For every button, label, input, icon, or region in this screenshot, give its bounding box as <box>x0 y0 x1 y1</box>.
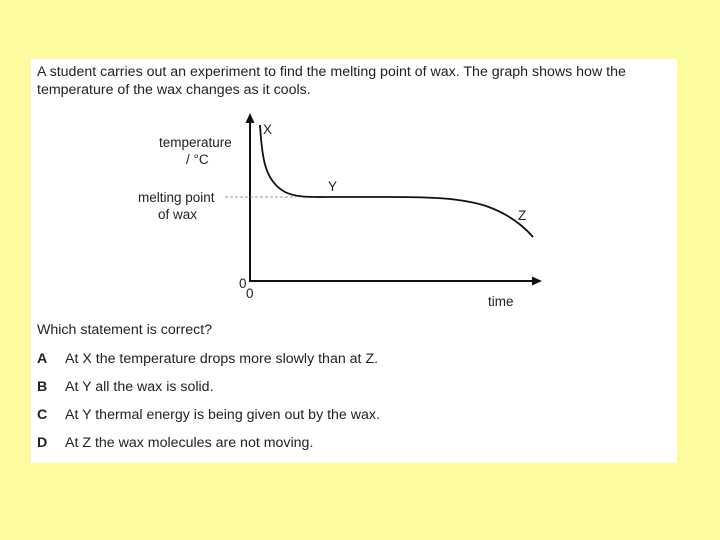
melting-point-label-line2: of wax <box>158 207 198 222</box>
origin-x-label: 0 <box>246 286 254 301</box>
option-b[interactable] <box>37 379 657 407</box>
option-letter: A <box>37 351 48 367</box>
option-a[interactable] <box>37 351 657 379</box>
x-axis-label: time <box>488 294 514 309</box>
option-text: At Y thermal energy is being given out by the wax. <box>65 407 380 423</box>
point-y-label: Y <box>328 179 338 194</box>
cooling-curve <box>260 125 533 237</box>
option-d[interactable] <box>37 435 657 463</box>
option-letter: D <box>37 435 48 451</box>
option-c[interactable] <box>37 407 657 435</box>
x-axis-arrow <box>532 277 542 286</box>
question-prompt: Which statement is correct? <box>37 322 213 338</box>
point-z-label: Z <box>518 208 527 223</box>
option-letter: B <box>37 379 48 395</box>
melting-point-label-line1: melting point <box>138 190 215 205</box>
y-axis-label-line1: temperature <box>159 135 232 150</box>
option-letter: C <box>37 407 48 423</box>
option-text: At Z the wax molecules are not moving. <box>65 435 314 451</box>
option-text: At X the temperature drops more slowly than at Z. <box>65 351 379 367</box>
origin-y-label: 0 <box>239 276 247 291</box>
question-card <box>31 59 677 463</box>
y-axis-label-line2: / °C <box>186 152 209 167</box>
question-intro: A student carries out an experiment to find the melting point of wax. The graph shows how the temperature of the wax changes as it cools. <box>37 64 626 98</box>
y-axis-arrow <box>246 113 255 123</box>
answer-options <box>37 351 657 463</box>
point-x-label: X <box>263 122 273 137</box>
option-text: At Y all the wax is solid. <box>65 379 214 395</box>
